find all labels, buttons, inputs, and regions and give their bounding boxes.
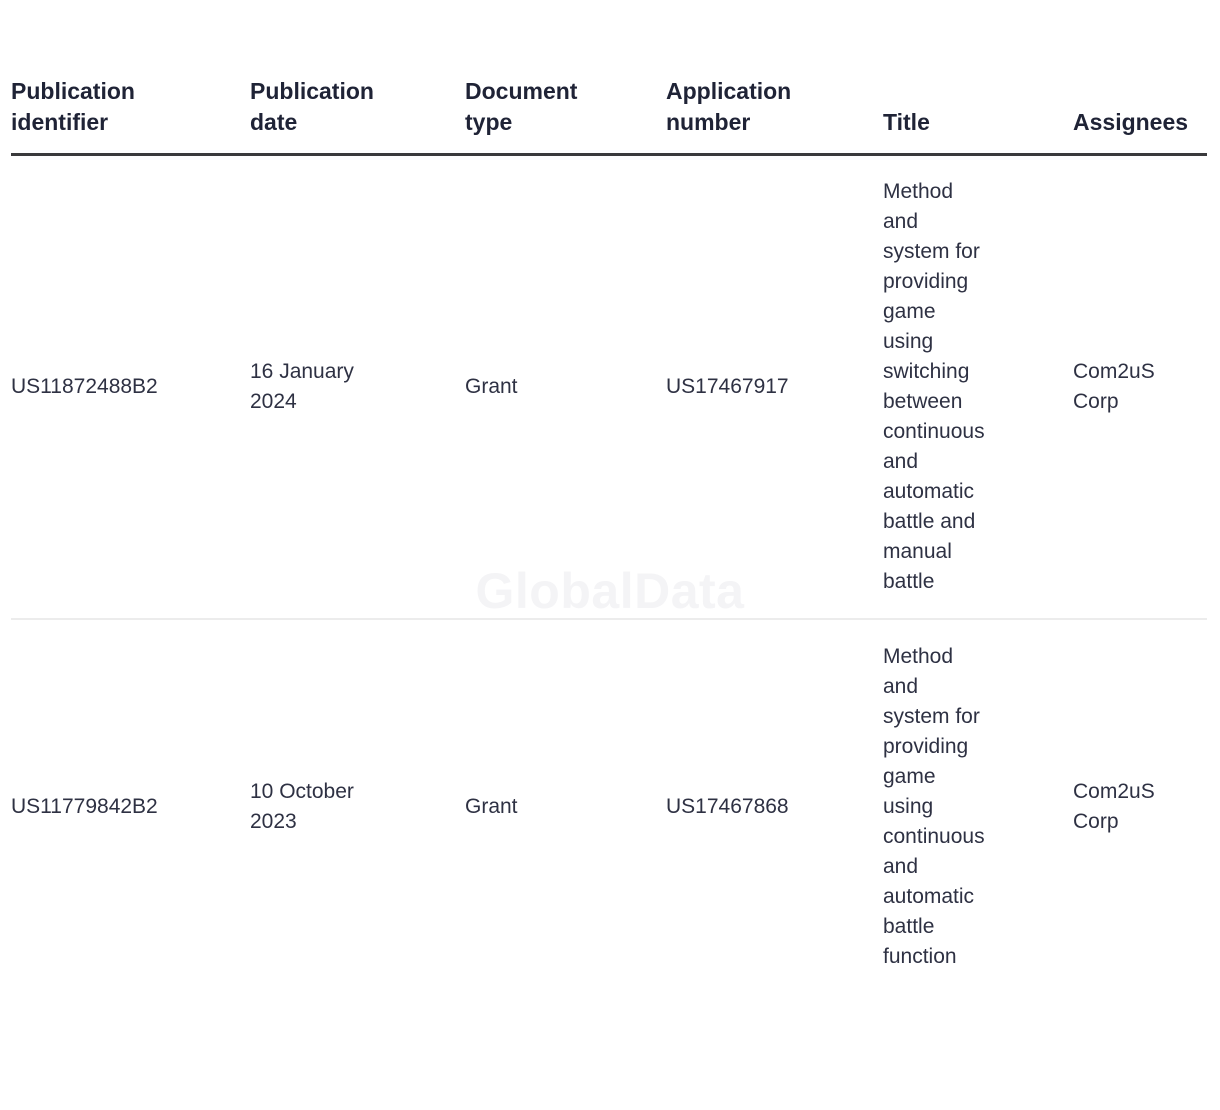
- column-header-document-type: [465, 76, 666, 155]
- column-header-label: Assignees: [1073, 109, 1189, 135]
- publication-date-value: 16 January 2024: [250, 360, 354, 413]
- column-header-label: Document type: [465, 78, 578, 135]
- cell-publication-date: [250, 619, 465, 994]
- column-header-publication-date: [250, 76, 465, 155]
- column-header-label: Publication date: [250, 78, 374, 135]
- column-header-assignees: [1073, 76, 1207, 155]
- table-row: [11, 619, 1207, 994]
- cell-publication-identifier: [11, 155, 250, 620]
- header-row: [11, 76, 1207, 155]
- publication-identifier-value: US11779842B2: [11, 795, 158, 818]
- globaldata-watermark: GlobalData: [475, 563, 745, 619]
- title-value: Method and system for providing game using continuous and automatic battle function: [883, 645, 985, 968]
- column-header-label: Application number: [666, 78, 792, 135]
- cell-publication-date: [250, 155, 465, 620]
- document-type-value: Grant: [465, 375, 518, 398]
- patents-table: [11, 76, 1207, 994]
- document-type-value: Grant: [465, 795, 518, 818]
- cell-document-type: [465, 619, 666, 994]
- publication-identifier-value: US11872488B2: [11, 375, 158, 398]
- publication-date-value: 10 October 2023: [250, 780, 354, 833]
- cell-application-number: [666, 619, 883, 994]
- column-header-publication-identifier: [11, 76, 250, 155]
- cell-assignees: [1073, 619, 1207, 994]
- table-row: [11, 155, 1207, 620]
- patents-table-container: [11, 76, 1207, 994]
- column-header-label: Title: [883, 109, 930, 135]
- application-number-value: US17467868: [666, 795, 789, 818]
- assignees-value: Com2uS Corp: [1073, 780, 1155, 833]
- cell-application-number: [666, 155, 883, 620]
- column-header-label: Publication identifier: [11, 78, 135, 135]
- table-body: [11, 155, 1207, 995]
- table-header: [11, 76, 1207, 155]
- title-value: Method and system for providing game using switching between continuous and automatic battle and manual battle: [883, 180, 985, 593]
- cell-title: [883, 155, 1073, 620]
- cell-assignees: [1073, 155, 1207, 620]
- cell-publication-identifier: [11, 619, 250, 994]
- column-header-title: [883, 76, 1073, 155]
- cell-title: [883, 619, 1073, 994]
- application-number-value: US17467917: [666, 375, 789, 398]
- assignees-value: Com2uS Corp: [1073, 360, 1155, 413]
- column-header-application-number: [666, 76, 883, 155]
- cell-document-type: [465, 155, 666, 620]
